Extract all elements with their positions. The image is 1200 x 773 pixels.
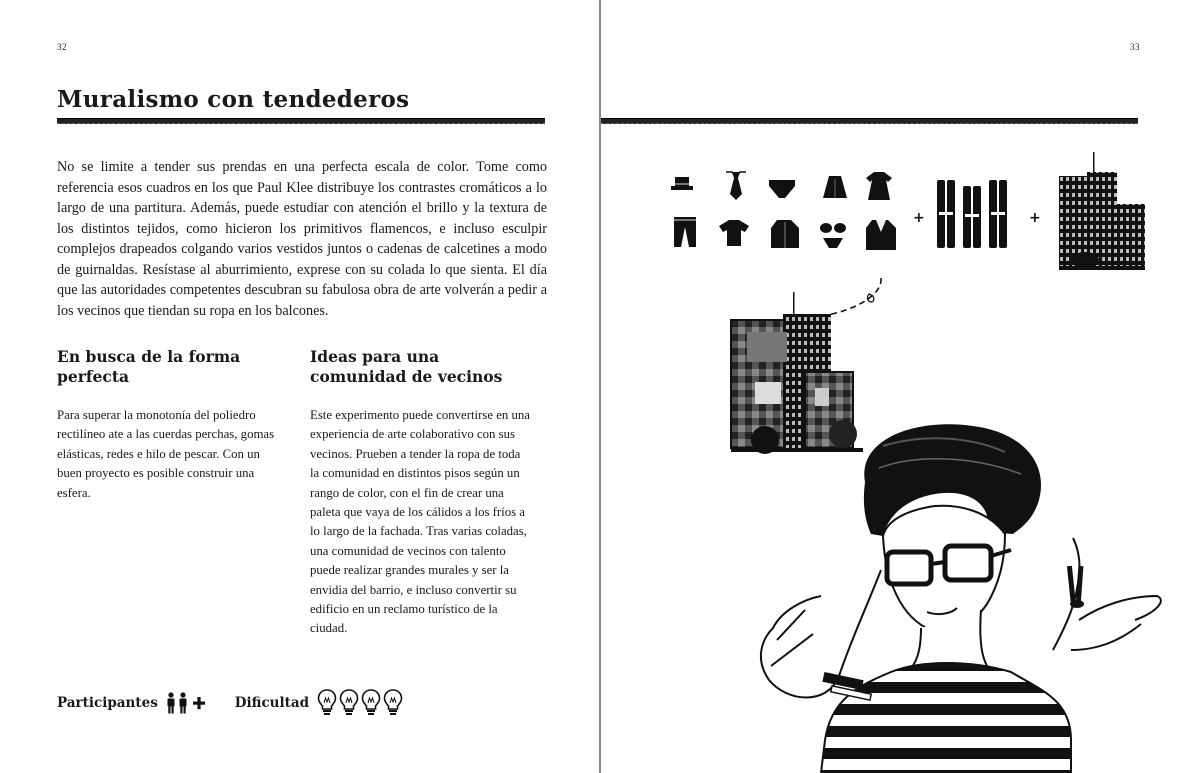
two-people-plus-icon — [165, 692, 211, 714]
illustration — [601, 0, 1200, 773]
clothespins-icon — [937, 180, 1007, 248]
coat-icon — [866, 220, 896, 250]
dress-icon — [866, 172, 892, 200]
activity-meta — [57, 686, 404, 720]
patchwork-buildings-icon — [731, 292, 863, 454]
lightbulb-icon — [319, 690, 336, 715]
jacket-icon — [771, 220, 799, 248]
right-page — [601, 0, 1200, 773]
lightbulb-icon — [316, 688, 404, 718]
svg-text:+: + — [1029, 210, 1041, 226]
lightbulb-icon — [363, 690, 380, 715]
briefs-icon — [769, 180, 795, 198]
intro-paragraph: No se limite a tender sus prendas en una perfecta escala de color. Tome como referencia esos cuadros en los que Paul Klee distribuye los contrastes cromáticos a lo largo de una partitura. Además, puede estudiar con atención el brillo y la textura de los distintos tejidos, como hicieron los primitivos flamencos, e incluso esculpir complejos drapeados colgando varios vestidos juntos o cadenas de calcetines a modo de guirnaldas. Resístase al aburrimiento, exprese con su colada lo que sienta. El día que las autoridades competentes descubran su fabulosa obra de arte volverán a pedir a los vecinos que tiendan su ropa en los balcones. — [57, 159, 547, 319]
section-heading-forma: En busca de la forma perfecta — [57, 347, 241, 386]
title-rule — [57, 118, 545, 124]
tie-icon — [726, 172, 746, 200]
page-title: Muralismo con tendederos — [57, 86, 410, 113]
participants-label: Participantes — [57, 695, 158, 711]
buildings-icon — [1059, 152, 1145, 270]
section-body-forma: Para superar la monotonía del poliedro rectilíneo ate a las cuerdas perchas, gomas elásticas, redes e hilo de pescar. Con un buen proyecto es posible construir una esfera. — [57, 408, 275, 500]
section-heading-comunidad: Ideas para una comunidad de vecinos — [310, 347, 503, 386]
tshirt-icon — [719, 220, 749, 246]
hat-icon — [671, 177, 693, 190]
page-number-right: 33 — [1130, 42, 1140, 52]
trousers-icon — [674, 217, 696, 247]
bikini-icon — [820, 223, 846, 248]
svg-text:+: + — [913, 210, 925, 226]
woman-with-glasses-holding-clothespins-icon — [761, 424, 1161, 773]
section-body-comunidad: Este experimento puede convertirse en una experiencia de arte colaborativo con sus vecinos. Prueben a tender la ropa de toda la comunidad en distintos pisos según un rango de color, con el fin de crear una paleta que vaya de los cálidos a los fríos a lo largo de la fachada. Tras varias coladas, una comunidad de vecinos con talento puede realizar grandes murales y ser la envidia del barrio, e incluso convertir su edificio en un reclamo turístico de la ciudad. — [310, 408, 530, 636]
page-number-left: 32 — [57, 42, 67, 52]
lightbulb-icon — [341, 690, 358, 715]
skirt-icon — [823, 176, 847, 198]
difficulty-label: Dificultad — [234, 695, 310, 711]
lightbulb-icon — [385, 690, 402, 715]
